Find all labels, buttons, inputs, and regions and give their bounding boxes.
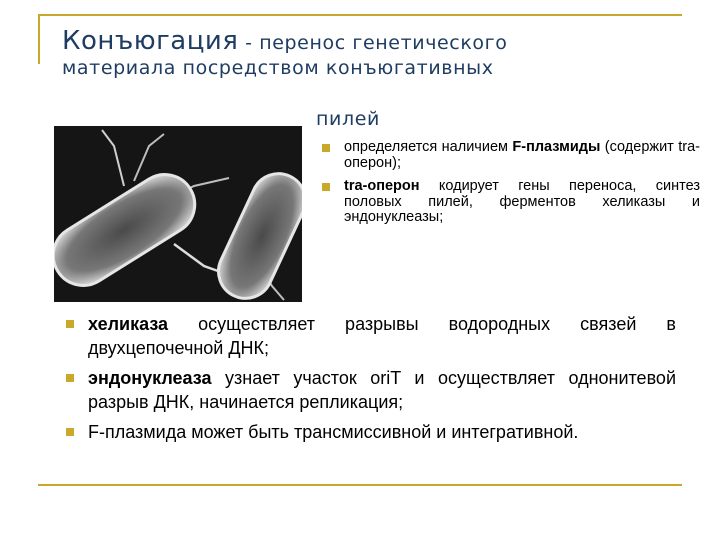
title-rest-line2: материала посредством конъюгативных — [62, 56, 494, 79]
title-main: Конъюгация — [62, 26, 239, 56]
bullet-icon — [66, 374, 74, 382]
list-item — [62, 366, 676, 414]
item-bold: хеликаза — [88, 314, 169, 334]
list-item — [318, 179, 700, 226]
slide-title — [62, 26, 672, 79]
item-bold: tra-оперон — [344, 178, 420, 194]
list-item — [62, 312, 676, 360]
accent-vertical-line — [38, 14, 40, 64]
micrograph-icon — [54, 126, 302, 302]
item-text-after: кодирует гены переноса, синтез половых пилей, ферментов хеликазы и эндонуклеазы; — [344, 178, 700, 225]
bacteria-conjugation-photo — [54, 126, 302, 302]
accent-bottom-line — [38, 484, 682, 486]
bottom-bullet-list — [62, 312, 676, 450]
item-text-after: осуществляет разрывы водородных связей в двухцепочечной ДНК; — [88, 314, 676, 358]
item-bold: эндонуклеаза — [88, 368, 212, 388]
bullet-icon — [322, 144, 330, 152]
item-text: определяется наличием — [344, 139, 513, 155]
list-item — [62, 420, 676, 444]
bullet-icon — [66, 320, 74, 328]
item-text-after: F-плазмида может быть трансмиссивной и интегративной. — [88, 422, 579, 442]
title-separator: - — [238, 32, 260, 54]
bullet-icon — [66, 428, 74, 436]
title-rest-line3: пилей — [316, 108, 380, 130]
item-text-after: (содержит tra-оперон); — [344, 139, 700, 171]
bullet-icon — [322, 183, 330, 191]
list-item — [318, 140, 700, 171]
right-bullet-list — [318, 140, 700, 234]
title-rest-line1: перенос генетического — [259, 32, 508, 54]
item-bold: F-плазмиды — [512, 139, 601, 155]
item-text-after: узнает участок oriT и осуществляет однонитевой разрыв ДНК, начинается репликация; — [88, 368, 676, 412]
accent-top-line — [38, 14, 682, 16]
